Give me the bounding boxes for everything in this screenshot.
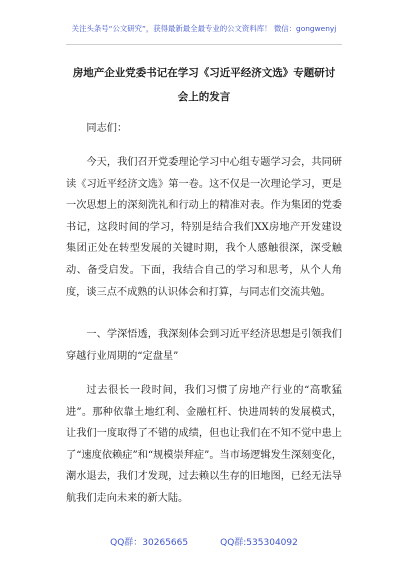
- document-title: [58, 61, 350, 109]
- title-line-2: 会上的发言: [177, 91, 231, 103]
- footer-qq-group-1: QQ群：30265665: [110, 538, 189, 548]
- footer: [0, 535, 408, 548]
- paragraph-intro: 今天，我们召开党委理论学习中心组专题学习会，共同研读《习近平经济文选》第一卷。这不仅是一次理论学习，更是一次思想上的深刻洗礼和行动上的精准对表。作为集团的党委书记，这段时间的学习，特别是结合我们XX房地产开发建设集团正处在转型发展的关键时期，我个人感触很深，深受触动、备受启发。下面，我结合自己的学习和思考，从个人角度，谈三点不成熟的认识体会和打算，与同志们交流共勉。: [66, 157, 342, 298]
- paragraph-section-1: 过去很长一段时间，我们习惯了房地产行业的“高歌猛进”。那种依靠土地红利、金融杠杆、快进周转的发展模式，让我们一度取得了不错的成绩，但也让我们在不知不觉中患上了“速度依赖症”和“规模崇拜症”。当市场逻辑发生深刻变化，潮水退去，我们才发现，过去赖以生存的旧地图，已经无法导航我们走向未来的新大陆。: [66, 385, 342, 504]
- section-heading-1: 一、学深悟透，我深刻体会到习近平经济思想是引领我们穿越行业周期的“定盘星”: [66, 329, 342, 362]
- title-line-1: 房地产企业党委书记在学习《习近平经济文选》专题研讨: [72, 67, 336, 79]
- header-banner: 关注头条号“公文研究”，获得最新最全最专业的公文资料库！ 微信：gongwenyj: [71, 24, 337, 33]
- salutation: 同志们：: [86, 123, 128, 134]
- header-divider: [66, 44, 342, 45]
- footer-qq-group-2: QQ群:535304092: [220, 538, 298, 548]
